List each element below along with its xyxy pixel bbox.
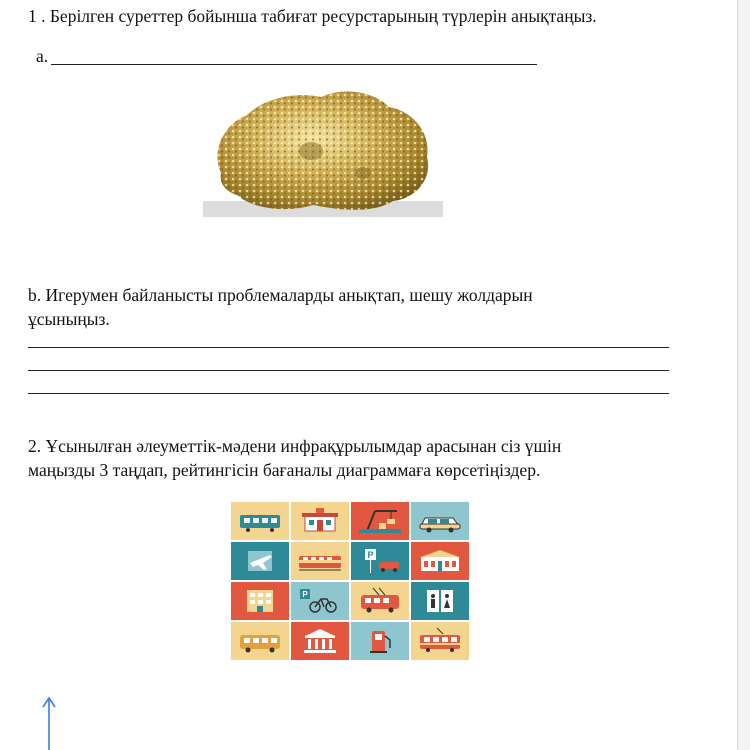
part-b-question-line2: ұсыныңыз.	[28, 309, 110, 329]
tile-bus	[231, 622, 289, 660]
task2-text-line2: маңызды 3 таңдап, рейтингісін бағаналы диаграммаға көрсетіңіздер.	[28, 460, 541, 480]
tile-harbor-crane	[351, 502, 409, 540]
infrastructure-icon-grid	[231, 502, 473, 663]
tile-train-station	[411, 542, 469, 580]
tile-trolleybus	[351, 582, 409, 620]
gold-nugget-icon	[203, 81, 443, 217]
train-icon	[297, 547, 343, 575]
task2-text-line1: 2. Ұсынылған әлеуметтік-мәдени инфрақұрылымдар арасынан сіз үшін	[28, 436, 562, 456]
tram-car-icon	[417, 627, 463, 655]
tile-bicycle-parking	[291, 582, 349, 620]
parking-sign-letter: P	[367, 550, 374, 560]
task1-title: 1 . Берілген суреттер бойынша табиғат ресурстарының түрлерін анықтаңыз.	[28, 6, 597, 26]
tile-fuel-pump	[351, 622, 409, 660]
taxi-car-icon	[417, 507, 463, 535]
part-b-answer-line[interactable]	[28, 393, 669, 394]
part-a-answer-line[interactable]	[51, 64, 537, 65]
harbor-crane-icon	[357, 507, 403, 535]
tile-building	[231, 582, 289, 620]
tile-museum	[291, 622, 349, 660]
parking-car-icon	[379, 562, 399, 569]
part-a-label: а.	[36, 46, 49, 66]
page-shadow	[738, 0, 750, 750]
station-building-icon	[297, 507, 343, 535]
tile-tram	[231, 502, 289, 540]
tram-icon	[237, 507, 283, 535]
tile-parking	[351, 542, 409, 580]
bicycle-parking-icon	[310, 599, 336, 612]
gold-nugget-photo	[203, 81, 443, 217]
tile-tram-car	[411, 622, 469, 660]
trolleybus-icon	[357, 587, 403, 615]
restroom-icon	[417, 587, 463, 615]
train-station-icon	[417, 547, 463, 575]
parking-sign-letter: P	[302, 590, 308, 599]
airplane-icon	[237, 547, 283, 575]
tile-station-building	[291, 502, 349, 540]
part-b-answer-line[interactable]	[28, 347, 669, 348]
tile-taxi	[411, 502, 469, 540]
tile-train	[291, 542, 349, 580]
part-b-answer-line[interactable]	[28, 370, 669, 371]
up-arrow-icon	[40, 696, 58, 750]
part-b-question-line1: b. Игерумен байланысты проблемаларды анықтап, шешу жолдарын	[28, 285, 533, 305]
building-icon	[237, 587, 283, 615]
museum-icon	[297, 627, 343, 655]
tile-airplane	[231, 542, 289, 580]
fuel-pump-icon	[357, 627, 403, 655]
bus-icon	[237, 627, 283, 655]
tile-restroom	[411, 582, 469, 620]
